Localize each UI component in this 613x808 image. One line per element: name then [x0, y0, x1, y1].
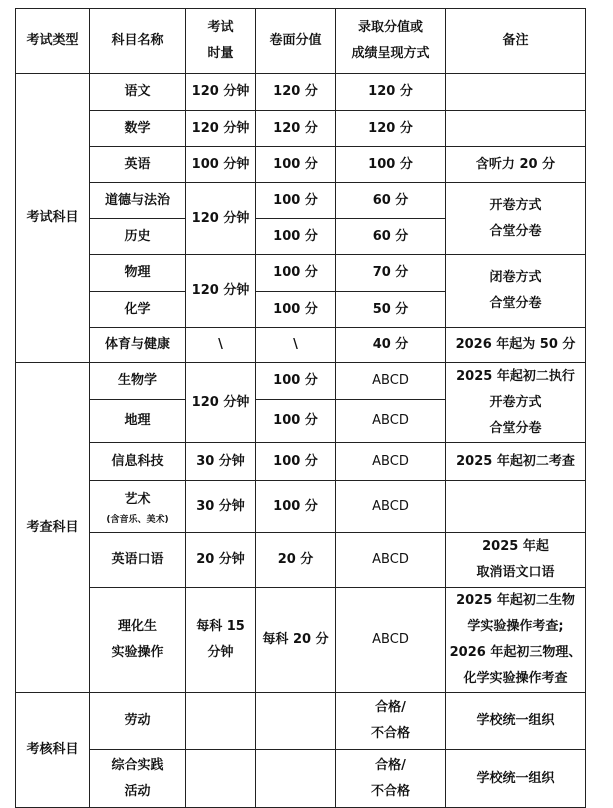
- table-row: [16, 588, 586, 693]
- header-notes: 备注: [446, 9, 586, 74]
- table-row: [16, 183, 586, 219]
- paper-score: 120 分: [256, 111, 336, 147]
- header-row: [16, 9, 586, 74]
- subject-name-line: 活动: [124, 783, 151, 799]
- exam-time: [186, 693, 256, 750]
- note-cell: [446, 363, 586, 443]
- note-line: 2026 年起初三物理、: [449, 645, 582, 660]
- header-paper-score: 卷面分值: [256, 9, 336, 74]
- subject-name: 历史: [90, 219, 186, 255]
- paper-score: 20 分: [256, 533, 336, 588]
- group-assess-subjects: 考核科目: [16, 693, 90, 808]
- admission-score: 60 分: [336, 183, 446, 219]
- admission-score: ABCD: [336, 400, 446, 443]
- subject-name-main: 艺术: [124, 491, 151, 507]
- paper-score: 100 分: [256, 255, 336, 292]
- paper-score: 每科 20 分: [256, 588, 336, 693]
- admission-score: 100 分: [336, 147, 446, 183]
- note-line: 化学实验操作考查: [463, 671, 568, 686]
- exam-time: 100 分钟: [186, 147, 256, 183]
- admission-score: 40 分: [336, 328, 446, 363]
- note-cell: 2025 年起初二考查: [446, 443, 586, 481]
- subject-name: 劳动: [90, 693, 186, 750]
- paper-score: 100 分: [256, 481, 336, 533]
- paper-score: \: [256, 328, 336, 363]
- subject-name: 物理: [90, 255, 186, 292]
- subject-name: 数学: [90, 111, 186, 147]
- note-cell: [446, 111, 586, 147]
- table-row: [16, 533, 586, 588]
- header-time-line2: 时量: [207, 46, 234, 61]
- table-row: [16, 363, 586, 400]
- header-exam-type: 考试类型: [16, 9, 90, 74]
- subject-name: [90, 588, 186, 693]
- paper-score: 100 分: [256, 292, 336, 328]
- note-cell: 学校统一组织: [446, 693, 586, 750]
- exam-time: 120 分钟: [186, 74, 256, 111]
- subject-name: 信息科技: [90, 443, 186, 481]
- admission-score: ABCD: [336, 443, 446, 481]
- note-cell: [446, 588, 586, 693]
- subject-name: [90, 750, 186, 808]
- admission-score: ABCD: [336, 533, 446, 588]
- table-row: [16, 147, 586, 183]
- header-admission-score: [336, 9, 446, 74]
- exam-time: 120 分钟: [186, 111, 256, 147]
- exam-time: \: [186, 328, 256, 363]
- note-cell: [446, 183, 586, 255]
- note-cell: [446, 533, 586, 588]
- subject-name: 生物学: [90, 363, 186, 400]
- table-row: [16, 481, 586, 533]
- subject-name: 英语: [90, 147, 186, 183]
- exam-time: 120 分钟: [186, 363, 256, 443]
- paper-score: 100 分: [256, 219, 336, 255]
- table-row: [16, 255, 586, 292]
- subject-name: 语文: [90, 74, 186, 111]
- table-row: [16, 693, 586, 750]
- group-exam-subjects: 考试科目: [16, 74, 90, 363]
- note-line: 合堂分卷: [489, 420, 542, 436]
- admission-score: 60 分: [336, 219, 446, 255]
- note-cell: 学校统一组织: [446, 750, 586, 808]
- subject-name-line: 实验操作: [111, 645, 164, 660]
- exam-time: 120 分钟: [186, 255, 256, 328]
- note-line: 2025 年起: [482, 539, 549, 554]
- group-check-subjects: 考查科目: [16, 363, 90, 693]
- header-exam-time: [186, 9, 256, 74]
- admission-score: 50 分: [336, 292, 446, 328]
- admission-score: [336, 693, 446, 750]
- exam-time: [186, 750, 256, 808]
- note-cell: 2026 年起为 50 分: [446, 328, 586, 363]
- table-row: [16, 74, 586, 111]
- admission-score: ABCD: [336, 363, 446, 400]
- note-cell: [446, 255, 586, 328]
- admission-score: [336, 750, 446, 808]
- paper-score: 100 分: [256, 400, 336, 443]
- admission-score: 120 分: [336, 74, 446, 111]
- admit-line: 不合格: [370, 783, 410, 799]
- admit-line: 合格/: [375, 700, 406, 715]
- paper-score: [256, 693, 336, 750]
- admission-score: ABCD: [336, 588, 446, 693]
- exam-time: [186, 588, 256, 693]
- exam-time: 30 分钟: [186, 481, 256, 533]
- table-row: [16, 111, 586, 147]
- note-line: 合堂分卷: [489, 223, 542, 239]
- header-admit-line1: 录取分值或: [357, 20, 423, 35]
- note-line: 2025 年起初二生物: [456, 593, 575, 608]
- note-cell: 含听力 20 分: [446, 147, 586, 183]
- note-line: 闭卷方式: [489, 270, 542, 285]
- subject-name: 英语口语: [90, 533, 186, 588]
- paper-score: 100 分: [256, 363, 336, 400]
- subject-name: 体育与健康: [90, 328, 186, 363]
- note-line: 取消语文口语: [476, 565, 555, 580]
- admission-score: 70 分: [336, 255, 446, 292]
- subject-name: 地理: [90, 400, 186, 443]
- admission-score: ABCD: [336, 481, 446, 533]
- table-row: [16, 443, 586, 481]
- paper-score: 100 分: [256, 183, 336, 219]
- header-admit-line2: 成绩呈现方式: [351, 46, 430, 61]
- table-row: [16, 750, 586, 808]
- note-line: 开卷方式: [489, 197, 542, 213]
- exam-time: 20 分钟: [186, 533, 256, 588]
- exam-time-line: 分钟: [207, 645, 234, 660]
- note-cell: [446, 481, 586, 533]
- note-cell: [446, 74, 586, 111]
- exam-time-line: 每科 15: [196, 619, 245, 634]
- note-line: 2025 年起初二执行: [456, 368, 575, 384]
- admit-line: 不合格: [370, 726, 410, 741]
- exam-time: 120 分钟: [186, 183, 256, 255]
- exam-time: 30 分钟: [186, 443, 256, 481]
- subject-name-line: 综合实践: [111, 757, 164, 773]
- header-subject-name: 科目名称: [90, 9, 186, 74]
- subject-name-line: 理化生: [117, 619, 157, 634]
- paper-score: 100 分: [256, 443, 336, 481]
- paper-score: [256, 750, 336, 808]
- exam-subjects-table-container: [15, 8, 586, 808]
- note-line: 学实验操作考查;: [467, 619, 564, 634]
- subject-name-sub: (含音乐、美术): [106, 514, 169, 525]
- note-line: 开卷方式: [489, 394, 542, 410]
- paper-score: 120 分: [256, 74, 336, 111]
- subject-name: [90, 481, 186, 533]
- note-line: 合堂分卷: [489, 296, 542, 311]
- header-time-line1: 考试: [207, 20, 234, 35]
- subject-name: 化学: [90, 292, 186, 328]
- paper-score: 100 分: [256, 147, 336, 183]
- table-row: [16, 328, 586, 363]
- subject-name: 道德与法治: [90, 183, 186, 219]
- admission-score: 120 分: [336, 111, 446, 147]
- exam-subjects-table: [15, 8, 586, 808]
- admit-line: 合格/: [375, 757, 406, 773]
